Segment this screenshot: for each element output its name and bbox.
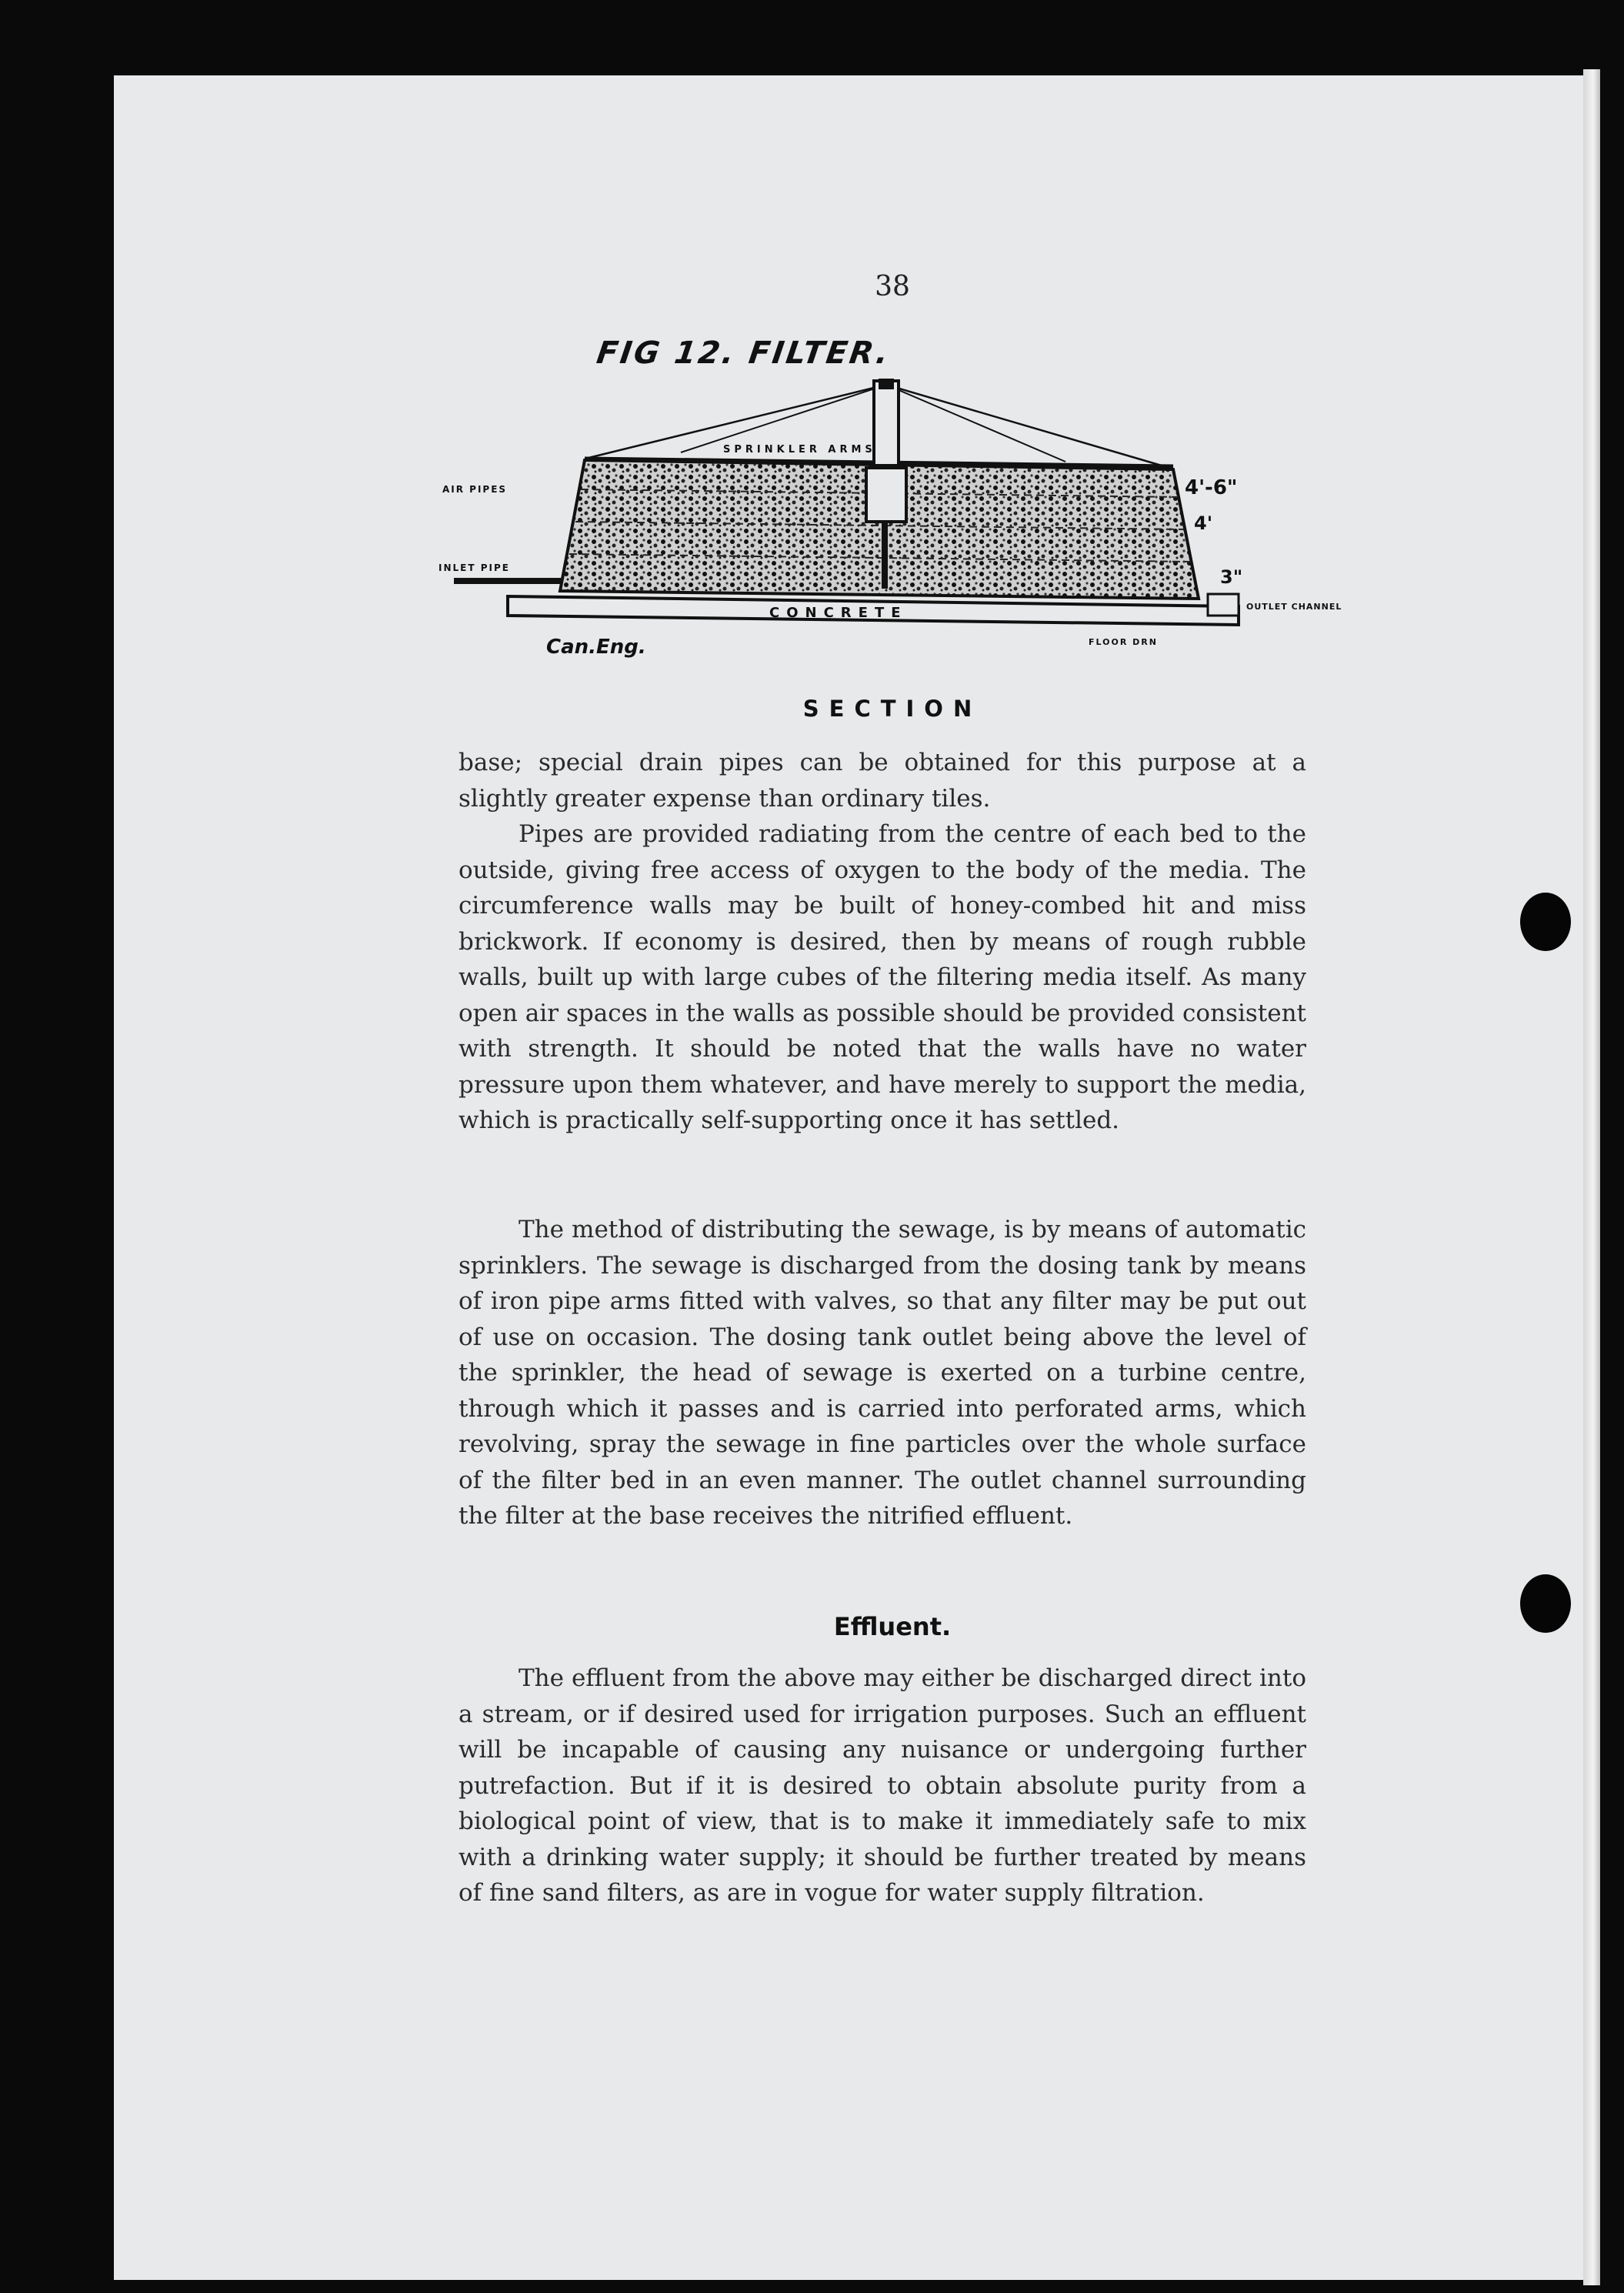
paragraph-4: [459, 1661, 1306, 1911]
paragraph-1-text: base; special drain pipes can be obtained for this purpose at a slightly greater expense than ordinary tiles.: [459, 749, 1306, 813]
filter-section-diagram: [439, 323, 1346, 677]
section-heading-effluent: Effluent.: [833, 1612, 952, 1641]
figure-credit: Can.Eng.: [546, 636, 646, 659]
paragraph-4-text: The effluent from the above may either be discharged direct into a stream, or if desired used for irrigation purposes. Such an effluent will be incapable of causing any nuisance or undergoing further putrefaction. But if it is desired to obtain absolute purity from a biological point of view, that is to make it immediately safe to mix with a drinking water supply; it should be further treated by means of fine sand filters, as are in vogue for water supply filtration.: [459, 1664, 1306, 1907]
label-concrete: CONCRETE: [769, 605, 908, 621]
punch-hole-lower: [1520, 1574, 1571, 1633]
paragraph-2: [459, 816, 1306, 1139]
figure-title: FIG 12. FILTER.: [594, 335, 893, 371]
paragraph-2-text: Pipes are provided radiating from the centre of each bed to the outside, giving free access of oxygen to the body of the media. The circumference walls may be built of honey-combed hit and miss brickwork. If economy is desired, then by means of rough rubble walls, built up with large cubes of the filtering media itself. As many open air spaces in the walls as possible should be provided consistent with strength. It should be noted that the walls have no water pressure upon them whatever, and have merely to support the media, which is practically self-supporting once it has settled.: [459, 820, 1306, 1134]
page-number: 38: [875, 271, 910, 302]
label-air-pipes: AIR PIPES: [442, 484, 508, 495]
label-floor-drain: FLOOR DRN: [1089, 637, 1158, 647]
paragraph-3-text: The method of distributing the sewage, is by means of automatic sprinklers. The sewage is discharged from the dosing tank by means of iron pipe arms fitted with valves, so that any filter may be put out of use on occasion. The dosing tank outlet being above the level of the sprinkler, the head of sewage is exerted on a turbine centre, through which it passes and is carried into perforated arms, which revolving, spray the sewage in fine particles over the whole surface of the filter bed in an even manner. The outlet channel surrounding the filter at the base receives the nitrified effluent.: [459, 1216, 1306, 1530]
paragraph-3: [459, 1212, 1306, 1534]
label-outlet-channel: OUTLET CHANNEL: [1246, 602, 1342, 612]
page-edge: [1583, 69, 1600, 2285]
paragraph-1: [459, 745, 1306, 816]
label-depth-bottom: 3": [1220, 566, 1243, 588]
label-depth-top: 4'-6": [1185, 476, 1238, 499]
label-sprinkler-arms: SPRINKLER ARMS: [723, 444, 876, 456]
figure-caption: SECTION: [802, 696, 982, 722]
label-depth-mid: 4': [1194, 512, 1213, 534]
label-inlet-pipe: INLET PIPE: [439, 562, 510, 573]
punch-hole-upper: [1520, 893, 1571, 951]
